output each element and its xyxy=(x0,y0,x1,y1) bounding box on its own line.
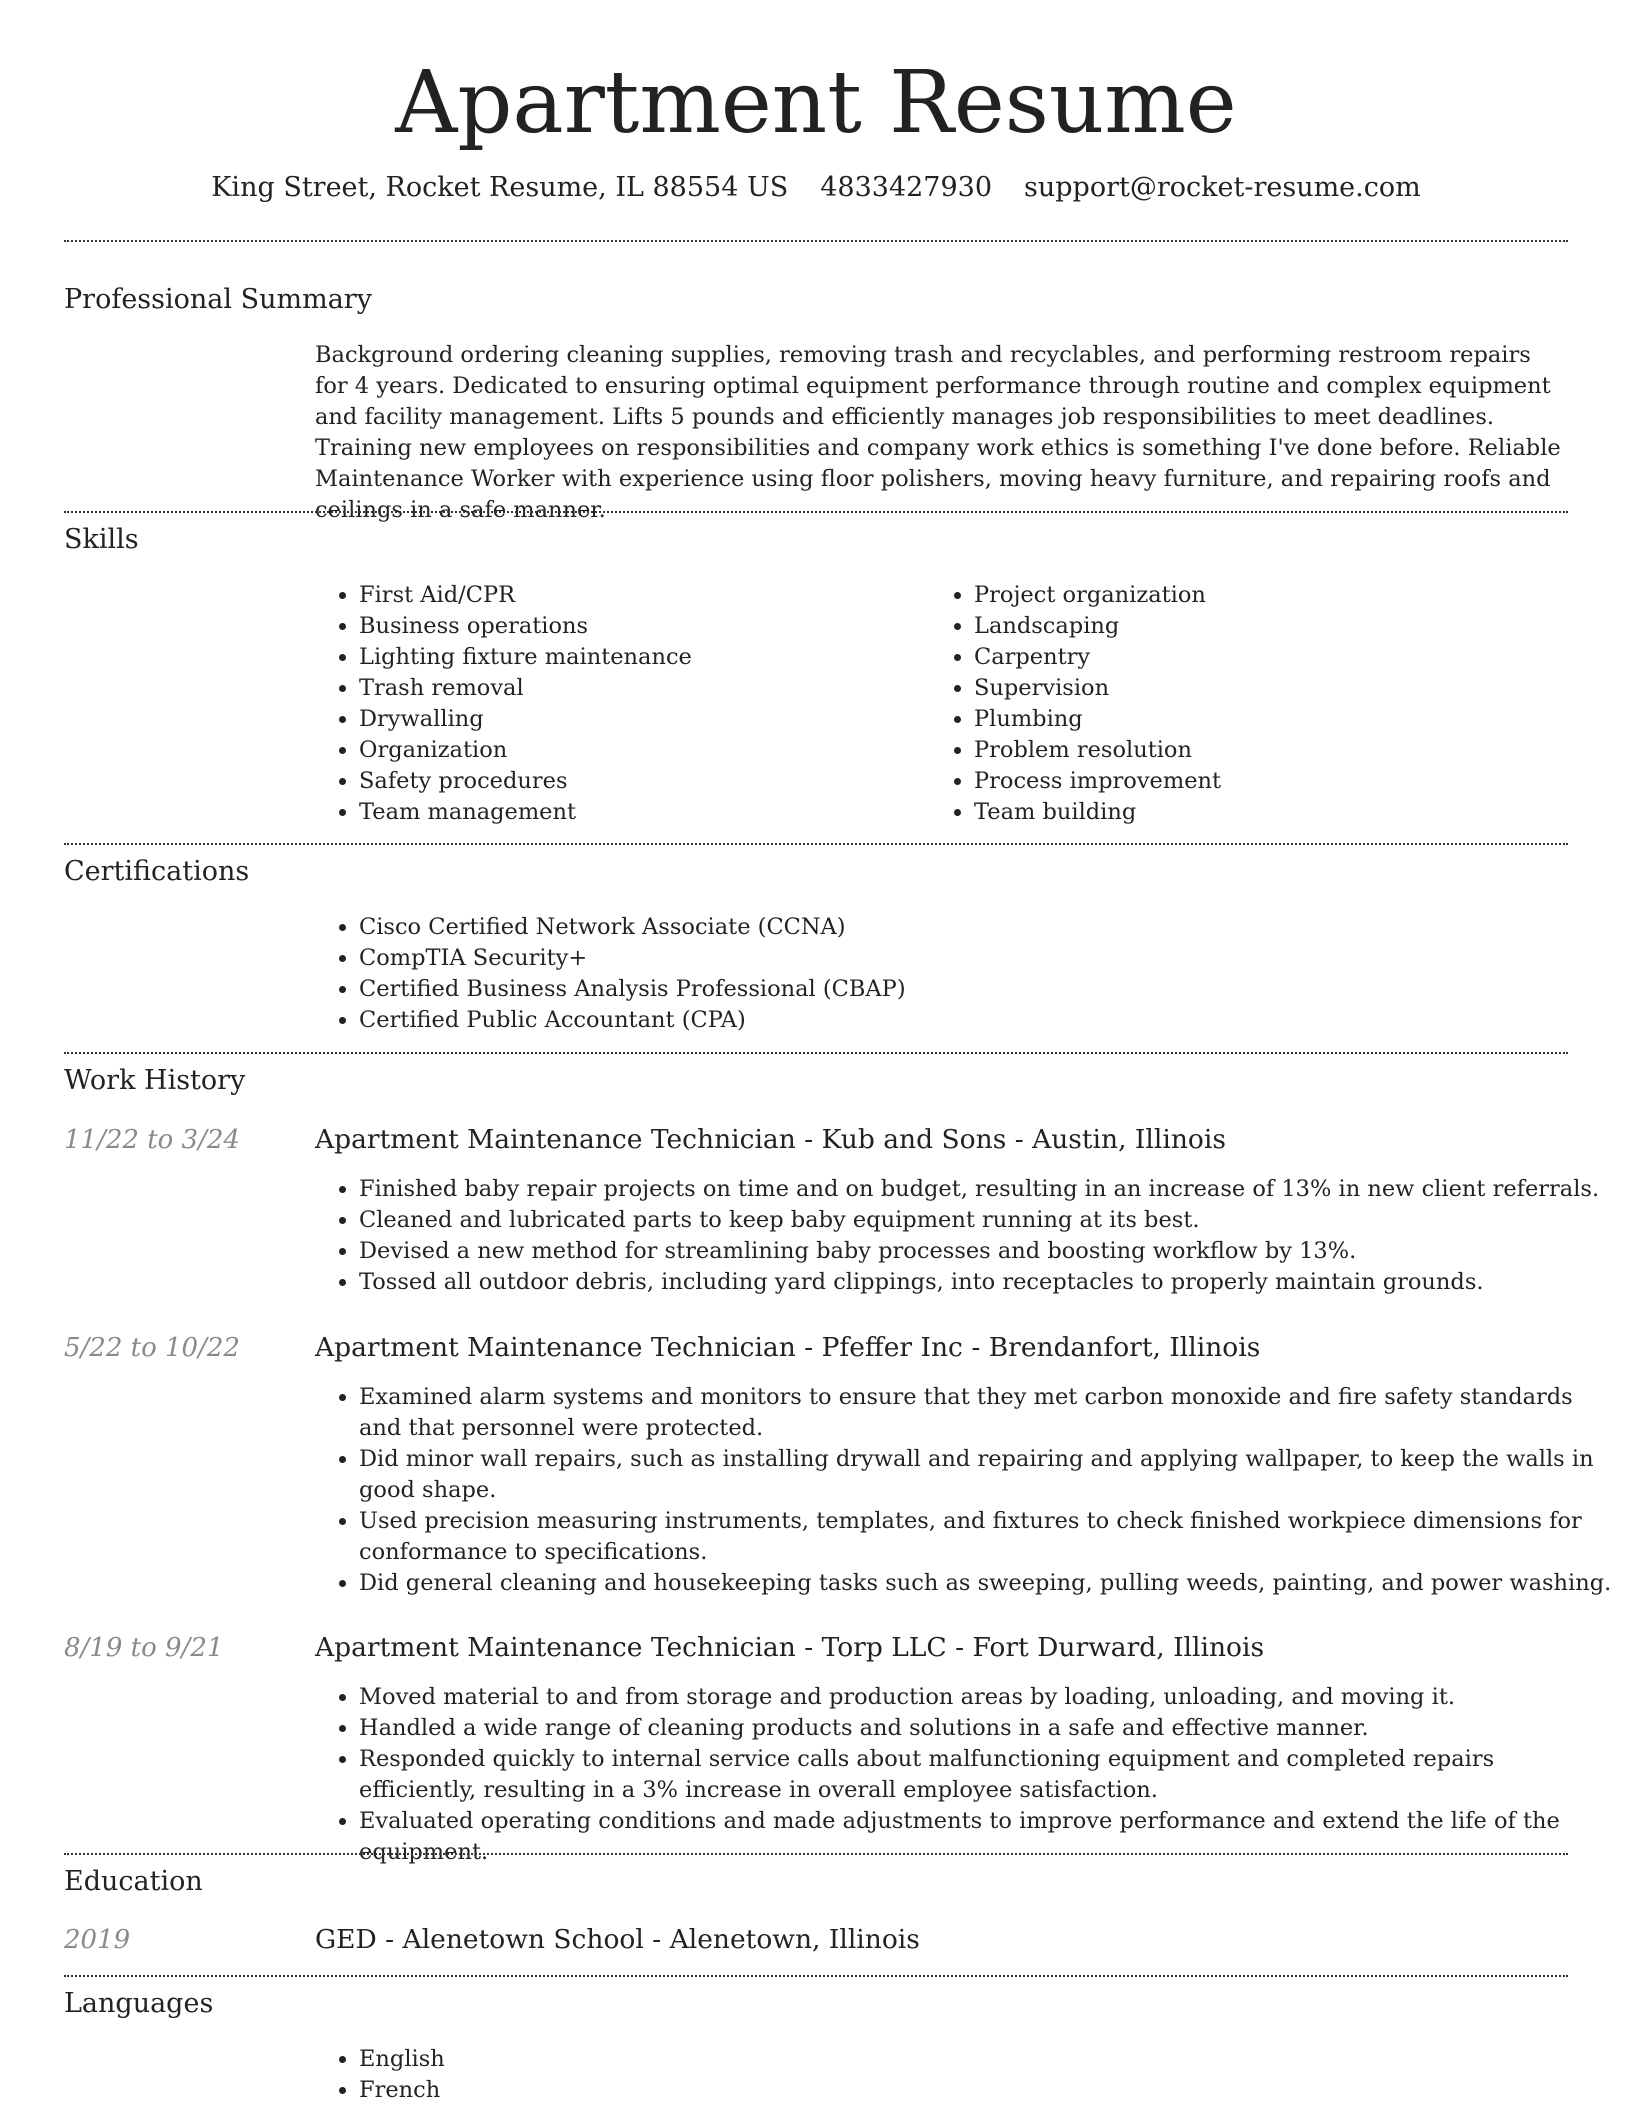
section-title-education: Education xyxy=(64,1866,203,1897)
list-item: • Plumbing xyxy=(974,704,1574,735)
skills-list-right xyxy=(930,580,1574,828)
list-item: • CompTIA Security+ xyxy=(359,943,1559,974)
job-dates: 8/19 to 9/21 xyxy=(64,1633,224,1663)
list-item: • Landscaping xyxy=(974,611,1574,642)
contact-phone: 4833427930 xyxy=(820,172,993,203)
list-item: • Drywalling xyxy=(359,704,919,735)
job-bullets xyxy=(315,1682,1612,1868)
education-degree: GED - Alenetown School - Alenetown, Illinois xyxy=(315,1924,920,1955)
list-item: • Project organization xyxy=(974,580,1574,611)
languages-list xyxy=(315,2044,959,2106)
certifications-list xyxy=(315,912,1559,1036)
list-item: • Organization xyxy=(359,735,919,766)
summary-text: Background ordering cleaning supplies, removing trash and recyclables, and performing restroom repairs for 4 years. Dedicated to ensuring optimal equipment performance through routine and complex equipment and facility management. Lifts 5 pounds and efficiently manages job responsibilities to meet deadlines. Training new employees on responsibilities and company work ethics is something I've done before. Reliable Maintenance Worker with experience using floor polishers, moving heavy furniture, and repairing roofs and ceilings in a safe manner. xyxy=(315,342,1561,523)
list-item: • Carpentry xyxy=(974,642,1574,673)
skills-list-left xyxy=(315,580,919,828)
job-bullets xyxy=(315,1382,1612,1599)
list-item: • Cisco Certified Network Associate (CCNA) xyxy=(359,912,1559,943)
list-item: • Trash removal xyxy=(359,673,919,704)
list-item: • Used precision measuring instruments, templates, and fixtures to check finished workpiece dimensions for conformance to specifications. xyxy=(359,1506,1612,1568)
list-item: • Handled a wide range of cleaning products and solutions in a safe and effective manner. xyxy=(359,1713,1612,1744)
divider xyxy=(64,1052,1568,1054)
list-item: • English xyxy=(359,2044,959,2075)
job-title: Apartment Maintenance Technician - Kub and Sons - Austin, Illinois xyxy=(315,1124,1226,1155)
divider xyxy=(64,843,1568,845)
section-title-certifications: Certifications xyxy=(64,856,250,887)
list-item: • Team management xyxy=(359,797,919,828)
job-title: Apartment Maintenance Technician - Pfeffer Inc - Brendanfort, Illinois xyxy=(315,1332,1261,1363)
section-title-languages: Languages xyxy=(64,1988,214,2019)
list-item: • Business operations xyxy=(359,611,919,642)
list-item: • First Aid/CPR xyxy=(359,580,919,611)
job-dates: 5/22 to 10/22 xyxy=(64,1333,240,1363)
job-title: Apartment Maintenance Technician - Torp LLC - Fort Durward, Illinois xyxy=(315,1632,1265,1663)
resume-name: Apartment Resume xyxy=(395,53,1237,153)
education-year: 2019 xyxy=(64,1925,131,1955)
list-item: • Certified Public Accountant (CPA) xyxy=(359,1005,1559,1036)
divider xyxy=(64,1853,1568,1855)
contact-address: King Street, Rocket Resume, IL 88554 US xyxy=(211,172,789,203)
list-item: • Finished baby repair projects on time and on budget, resulting in an increase of 13% in new client referrals. xyxy=(359,1174,1612,1205)
list-item: • Problem resolution xyxy=(974,735,1574,766)
divider xyxy=(64,240,1568,242)
divider xyxy=(64,1975,1568,1977)
list-item: • Team building xyxy=(974,797,1574,828)
list-item: • Lighting fixture maintenance xyxy=(359,642,919,673)
list-item: • Moved material to and from storage and production areas by loading, unloading, and moving it. xyxy=(359,1682,1612,1713)
list-item: • Devised a new method for streamlining baby processes and boosting workflow by 13%. xyxy=(359,1236,1612,1267)
list-item: • Supervision xyxy=(974,673,1574,704)
list-item: • Process improvement xyxy=(974,766,1574,797)
contact-line xyxy=(0,168,1632,208)
job-dates: 11/22 to 3/24 xyxy=(64,1125,240,1155)
list-item: • Examined alarm systems and monitors to ensure that they met carbon monoxide and fire safety standards and that personnel were protected. xyxy=(359,1382,1612,1444)
job-bullets xyxy=(315,1174,1612,1298)
list-item: • French xyxy=(359,2075,959,2106)
section-title-skills: Skills xyxy=(64,524,139,555)
section-title-summary: Professional Summary xyxy=(64,284,372,315)
section-title-work-history: Work History xyxy=(64,1065,246,1096)
divider xyxy=(64,511,1568,513)
list-item: • Responded quickly to internal service calls about malfunctioning equipment and completed repairs efficiently, resulting in a 3% increase in overall employee satisfaction. xyxy=(359,1744,1612,1806)
list-item: • Evaluated operating conditions and made adjustments to improve performance and extend the life of the equipment. xyxy=(359,1806,1612,1868)
contact-email: support@rocket-resume.com xyxy=(1024,172,1421,203)
list-item: • Did general cleaning and housekeeping tasks such as sweeping, pulling weeds, painting, and power washing. xyxy=(359,1568,1612,1599)
list-item: • Did minor wall repairs, such as installing drywall and repairing and applying wallpaper, to keep the walls in good shape. xyxy=(359,1444,1612,1506)
list-item: • Cleaned and lubricated parts to keep baby equipment running at its best. xyxy=(359,1205,1612,1236)
list-item: • Tossed all outdoor debris, including yard clippings, into receptacles to properly maintain grounds. xyxy=(359,1267,1612,1298)
list-item: • Certified Business Analysis Professional (CBAP) xyxy=(359,974,1559,1005)
list-item: • Safety procedures xyxy=(359,766,919,797)
